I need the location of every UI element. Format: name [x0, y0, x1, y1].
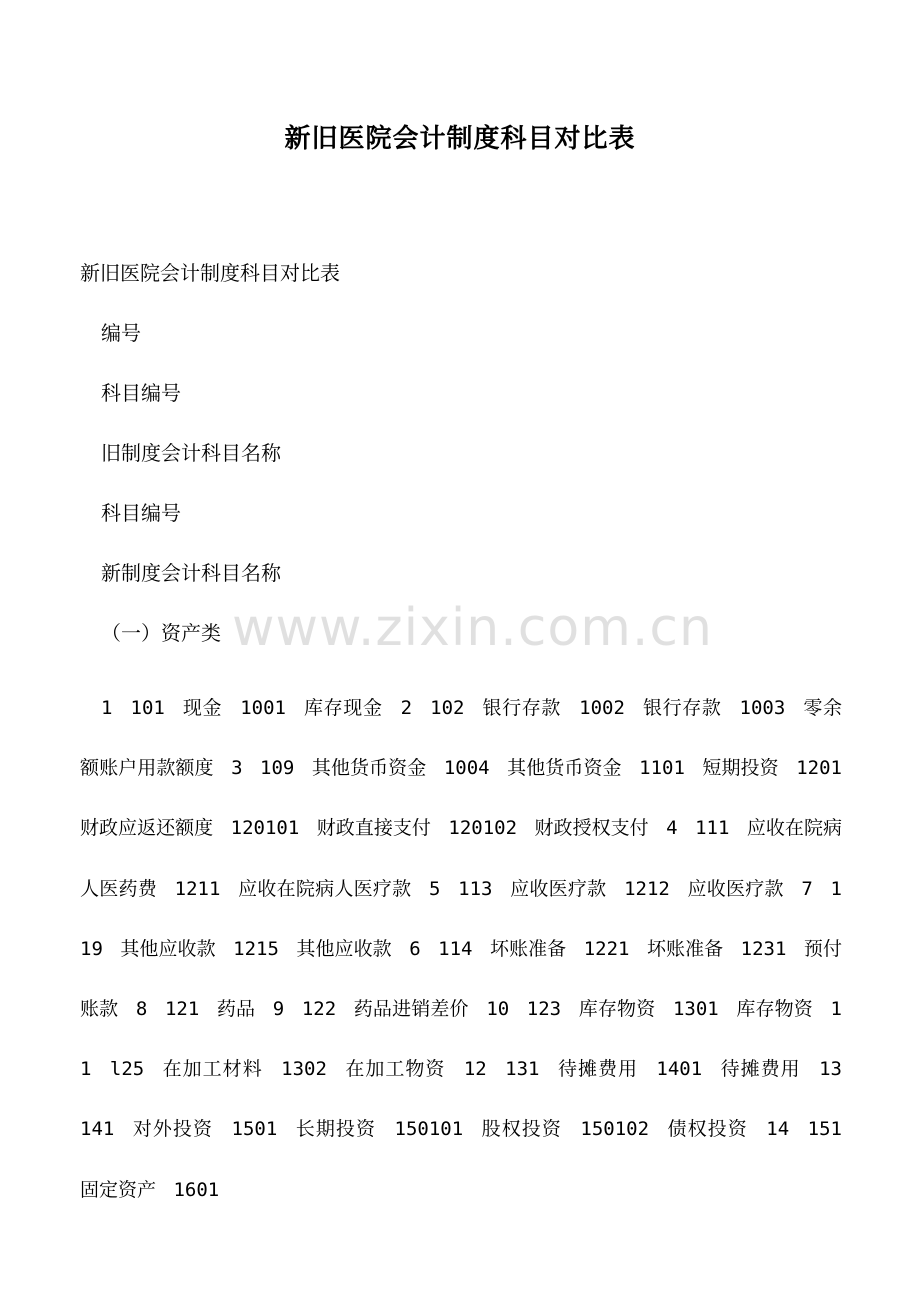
- header-new-code: 科目编号: [101, 501, 181, 525]
- section-heading-assets: （一）资产类: [101, 621, 221, 645]
- header-old-name: 旧制度会计科目名称: [101, 441, 281, 465]
- header-old-code: 科目编号: [101, 381, 181, 405]
- document-title: 新旧医院会计制度科目对比表: [284, 124, 636, 154]
- account-mapping-body: 1 101 现金 1001 库存现金 2 102 银行存款 1002 银行存款 1003 零余额账户用款额度 3 109 其他货币资金 1004 其他货币资金 1101 短期投资 1201 财政应返还额度 120101 财政直接支付 120102 财政授权支付 4 111 应收在院病人医药费 1211 应收在院病人医疗款 5 113 应收医疗款 1212 应收医疗款 7 119 其他应收款 1215 其他应收款 6 114 坏账准备 1221 坏账准备 1231 预付账款 8 121 药品 9 122 药品进销差价 10 123 库存物资 1301 库存物资 11 l25 在加工材料 1302 在加工物资 12 131 待摊费用 1401 待摊费用 13 141 对外投资 1501 长期投资 150101 股权投资 150102 债权投资 14 151 固定资产 1601: [80, 697, 842, 1201]
- table-caption: 新旧医院会计制度科目对比表: [80, 261, 340, 285]
- watermark: www.zixin.com.cn: [232, 598, 713, 658]
- header-new-name: 新制度会计科目名称: [101, 561, 281, 585]
- header-number: 编号: [101, 321, 141, 345]
